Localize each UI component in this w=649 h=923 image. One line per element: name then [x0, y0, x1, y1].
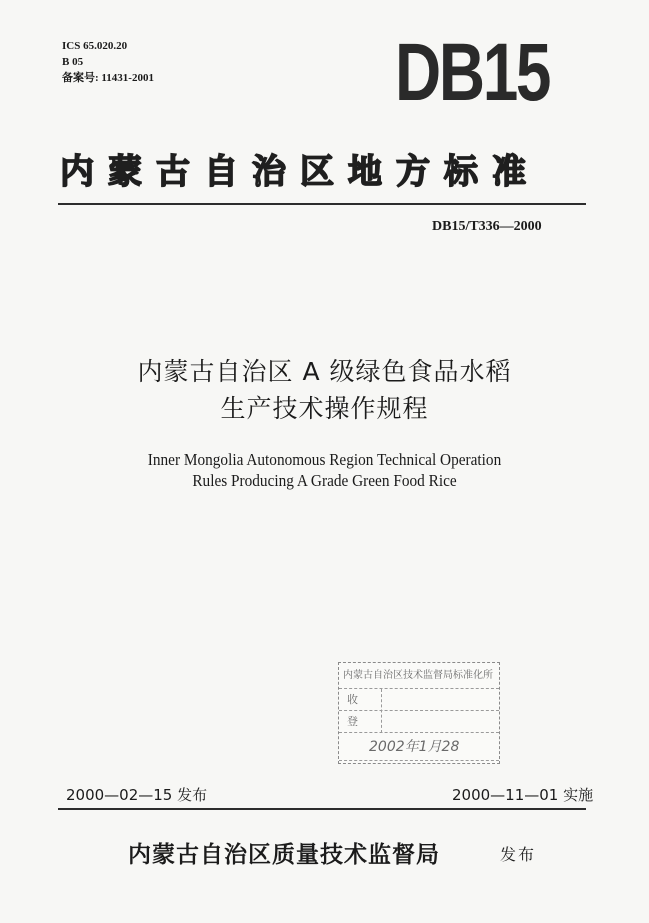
issue-date: 2000—02—15 发布: [66, 786, 208, 804]
standard-number: DB15/T336—2000: [432, 219, 542, 234]
stamp-received-label: 收: [339, 689, 499, 711]
bottom-divider: [58, 808, 586, 810]
stamp-divider: [381, 689, 382, 733]
classification-codes: [62, 38, 154, 86]
ics-code: ICS 65.020.20: [62, 40, 128, 52]
implementation-date: 2000—11—01 实施: [452, 786, 594, 804]
archive-stamp: [338, 662, 500, 764]
record-number: 备案号: 11431-2001: [62, 72, 154, 84]
title-english-line-1: Inner Mongolia Autonomous Region Technical Operation: [147, 450, 502, 469]
stamp-register-label: 登: [339, 711, 499, 733]
class-code: B 05: [62, 56, 84, 68]
db15-logo: DB15: [395, 27, 550, 118]
publish-label: 发布: [500, 845, 537, 864]
title-chinese-line-1: 内蒙古自治区 A 级绿色食品水稻: [137, 357, 512, 386]
publisher-name: 内蒙古自治区质量技术监督局: [128, 842, 440, 868]
title-chinese-line-2: 生产技术操作规程: [220, 394, 429, 423]
title-english-line-2: Rules Producing A Grade Green Food Rice: [192, 471, 457, 490]
top-divider: [58, 203, 586, 205]
standard-heading: 内蒙古自治区地方标准: [60, 152, 540, 192]
stamp-handwritten-date: 2002年1月28: [339, 733, 499, 761]
stamp-org-line: 内蒙古自治区技术监督局标准化所: [339, 663, 499, 689]
